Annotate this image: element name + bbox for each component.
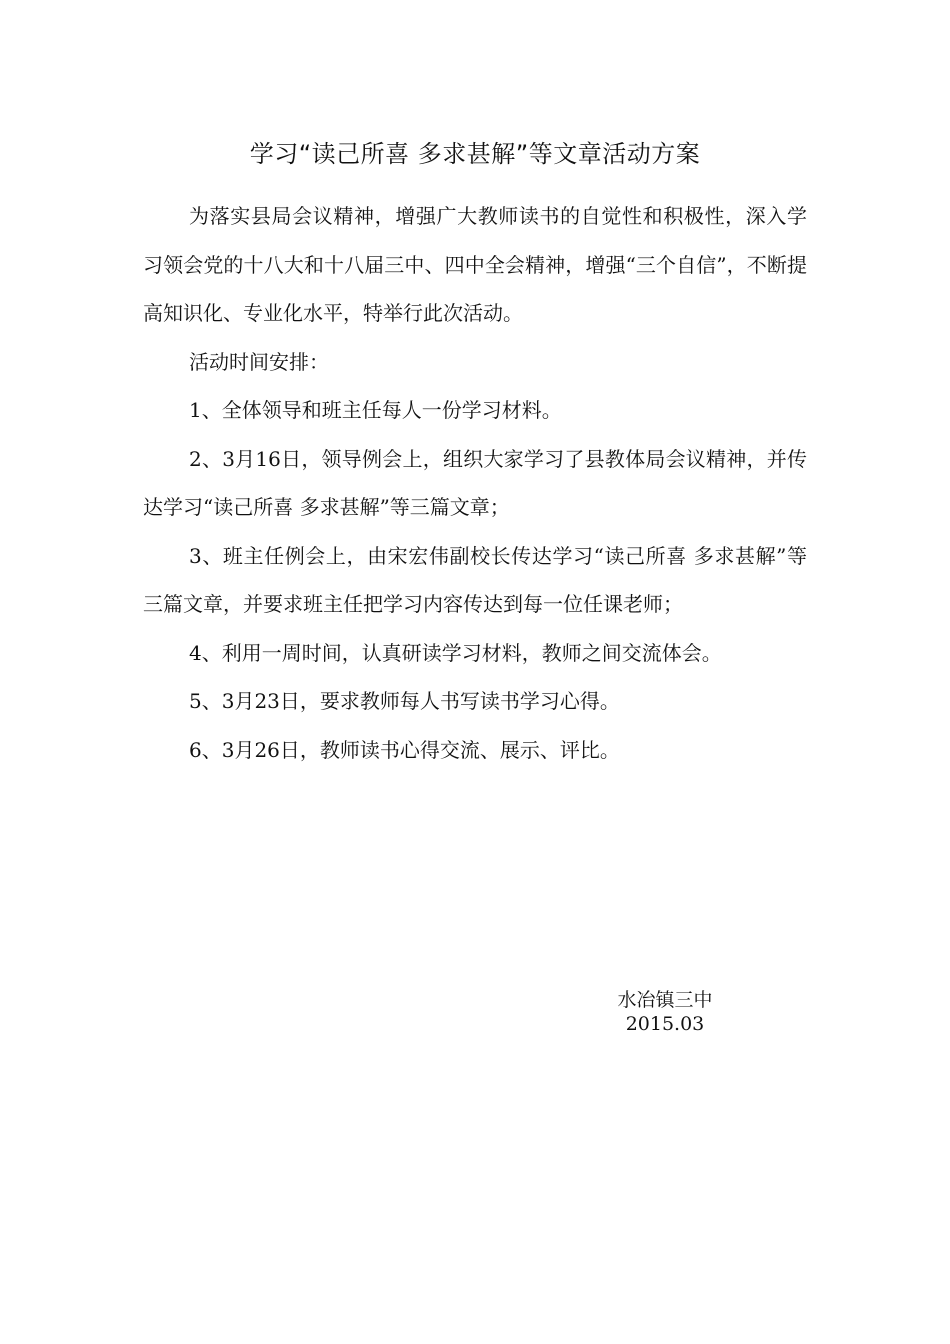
- document-body: [143, 192, 807, 774]
- paragraph-item-2: 2、3月16日，领导例会上，组织大家学习了县教体局会议精神，并传达学习“读己所喜 多求甚解”等三篇文章；: [143, 446, 807, 519]
- paragraph-item-5: 5、3月23日，要求教师每人书写读书学习心得。: [189, 689, 620, 713]
- paragraph-item-1: 1、全体领导和班主任每人一份学习材料。: [189, 398, 562, 422]
- signature-organization: 水冶镇三中: [617, 989, 713, 1011]
- paragraph-item-3: 3、班主任例会上，由宋宏伟副校长传达学习“读己所喜 多求甚解”等三篇文章，并要求班主任把学习内容传达到每一位任课老师；: [143, 543, 807, 616]
- paragraph-item-6: 6、3月26日，教师读书心得交流、展示、评比。: [189, 737, 620, 762]
- paragraph-item-4: 4、利用一周时间，认真研读学习材料，教师之间交流体会。: [189, 640, 722, 665]
- signature-block: [590, 988, 740, 1036]
- paragraph-schedule-heading: 活动时间安排：: [189, 349, 329, 374]
- paragraph-intro: 为落实县局会议精神，增强广大教师读书的自觉性和积极性，深入学习领会党的十八大和十八届三中、四中全会精神，增强“三个自信”，不断提高知识化、专业化水平，特举行此次活动。: [143, 204, 807, 325]
- document-title: 学习“读己所喜 多求甚解”等文章活动方案: [249, 140, 701, 168]
- signature-date: 2015.03: [625, 1013, 705, 1035]
